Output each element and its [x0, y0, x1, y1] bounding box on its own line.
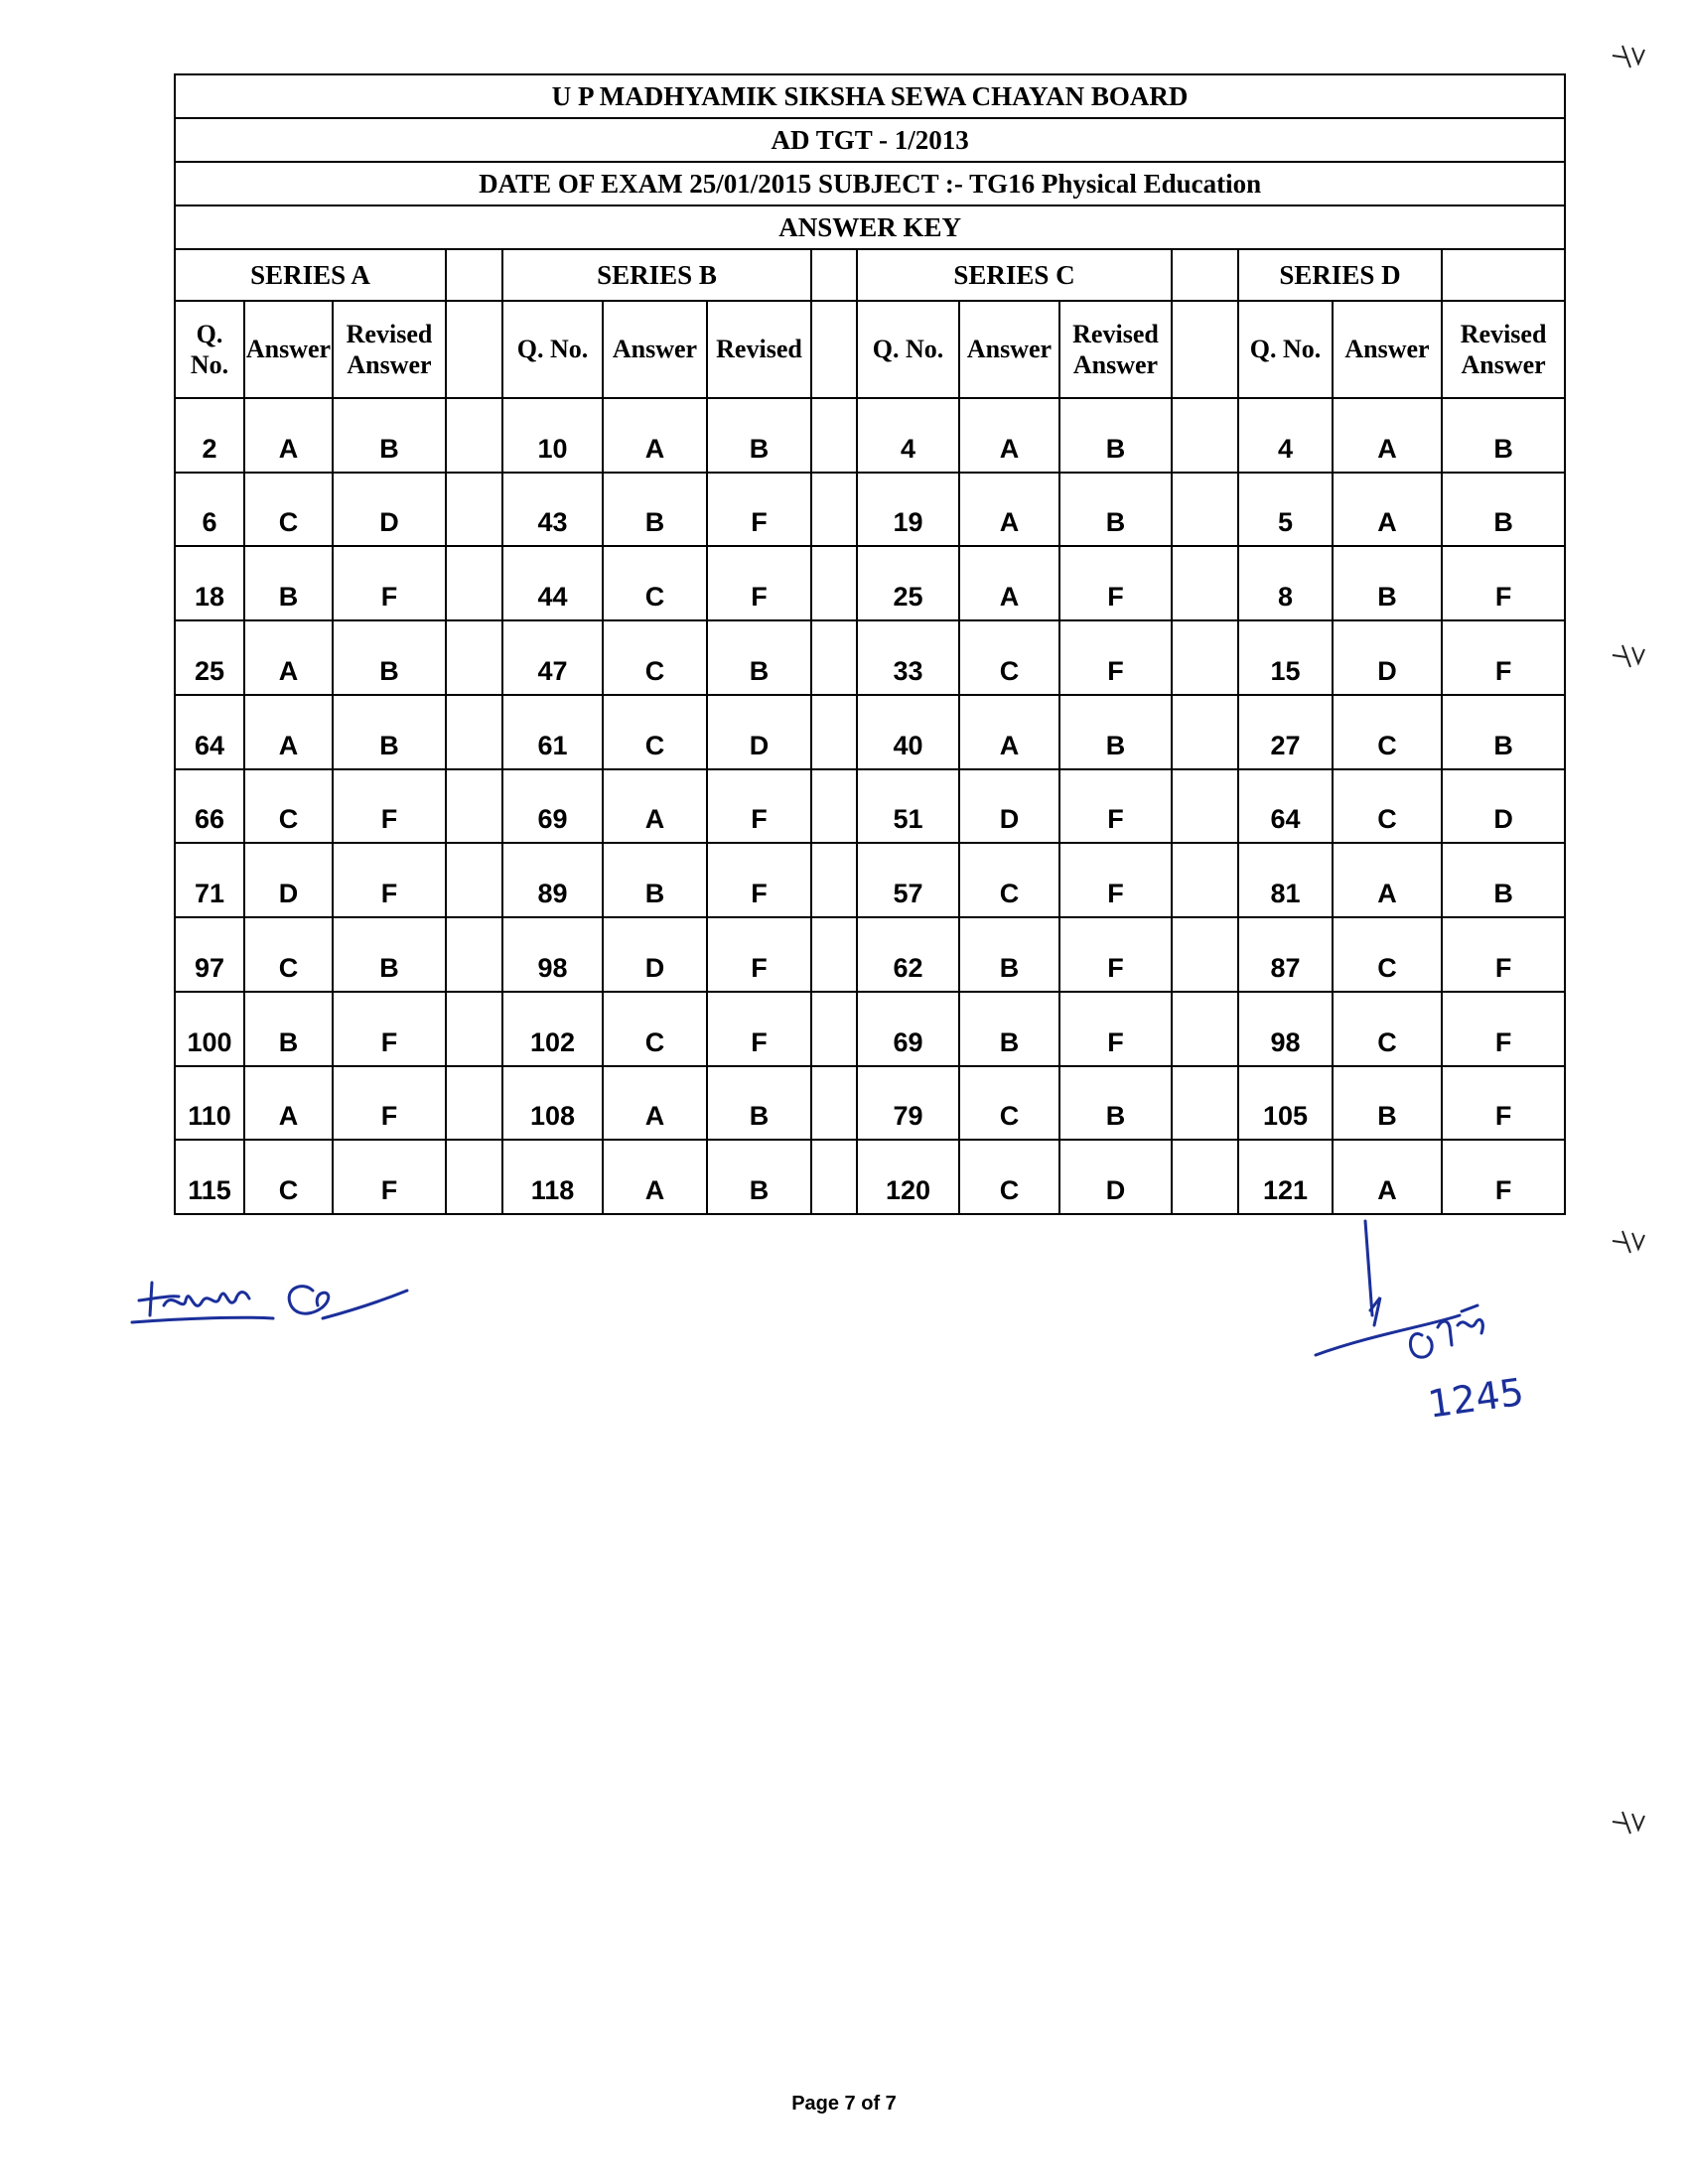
- revised-answer-cell: F: [1059, 620, 1172, 695]
- question-number-cell: 47: [502, 620, 603, 695]
- revised-answer-cell: F: [333, 992, 446, 1066]
- answer-cell: A: [1333, 473, 1442, 547]
- answer-cell: A: [1333, 1140, 1442, 1214]
- table-row: [175, 843, 1565, 917]
- answer-cell: B: [244, 546, 333, 620]
- answer-cell: C: [603, 695, 707, 769]
- answer-cell: B: [244, 992, 333, 1066]
- revised-answer-cell: F: [707, 473, 811, 547]
- revised-answer-cell: B: [1442, 695, 1565, 769]
- question-number-cell: 6: [175, 473, 244, 547]
- question-number-cell: 27: [1238, 695, 1333, 769]
- table-row: [175, 473, 1565, 547]
- separator-cell: [1172, 473, 1238, 547]
- question-number-cell: 118: [502, 1140, 603, 1214]
- revised-answer-cell: B: [1442, 843, 1565, 917]
- revised-answer-cell: B: [707, 1140, 811, 1214]
- answer-cell: A: [1333, 843, 1442, 917]
- separator-cell: [811, 546, 857, 620]
- answer-cell: C: [959, 620, 1059, 695]
- separator-cell: [811, 620, 857, 695]
- separator-cell: [1172, 992, 1238, 1066]
- revised-answer-cell: B: [707, 398, 811, 473]
- separator-cell: [1172, 1066, 1238, 1141]
- revised-answer-cell: F: [1059, 992, 1172, 1066]
- answer-cell: A: [244, 398, 333, 473]
- series-b-heading: SERIES B: [502, 249, 811, 300]
- revised-answer-cell: F: [333, 1140, 446, 1214]
- revised-answer-cell: F: [707, 917, 811, 992]
- exam-info: DATE OF EXAM 25/01/2015 SUBJECT :- TG16 Physical Education: [175, 162, 1565, 205]
- answer-cell: B: [1333, 1066, 1442, 1141]
- separator-cell: [1172, 843, 1238, 917]
- table-row: [175, 398, 1565, 473]
- question-number-cell: 64: [1238, 769, 1333, 844]
- question-number-cell: 69: [502, 769, 603, 844]
- separator-cell: [811, 249, 857, 300]
- header-qno: Q. No.: [502, 301, 603, 398]
- separator-cell: [446, 992, 502, 1066]
- table-row: [175, 769, 1565, 844]
- revised-answer-cell: F: [1442, 917, 1565, 992]
- answer-key-table: [174, 73, 1566, 1215]
- question-number-cell: 15: [1238, 620, 1333, 695]
- answer-cell: A: [959, 398, 1059, 473]
- answer-cell: A: [603, 769, 707, 844]
- revised-answer-cell: D: [707, 695, 811, 769]
- question-number-cell: 62: [857, 917, 959, 992]
- revised-answer-cell: F: [1059, 917, 1172, 992]
- question-number-cell: 51: [857, 769, 959, 844]
- revised-answer-cell: F: [1059, 546, 1172, 620]
- question-number-cell: 98: [1238, 992, 1333, 1066]
- separator-cell: [446, 1066, 502, 1141]
- revised-answer-cell: F: [707, 843, 811, 917]
- answer-cell: D: [603, 917, 707, 992]
- header-qno: Q. No.: [1238, 301, 1333, 398]
- answer-cell: A: [959, 546, 1059, 620]
- signature-right: [1311, 1216, 1539, 1434]
- header-answer: Answer: [603, 301, 707, 398]
- header-revised-answer: Revised Answer: [1442, 301, 1565, 398]
- answer-cell: A: [959, 695, 1059, 769]
- answer-cell: C: [244, 1140, 333, 1214]
- question-number-cell: 57: [857, 843, 959, 917]
- answer-cell: B: [959, 992, 1059, 1066]
- separator-cell: [446, 301, 502, 398]
- revised-answer-cell: D: [1442, 769, 1565, 844]
- answer-cell: D: [244, 843, 333, 917]
- table-row: [175, 695, 1565, 769]
- separator-cell: [811, 1140, 857, 1214]
- separator-cell: [446, 917, 502, 992]
- question-number-cell: 33: [857, 620, 959, 695]
- answer-cell: C: [1333, 992, 1442, 1066]
- doc-type: ANSWER KEY: [175, 205, 1565, 249]
- header-revised-answer: Revised Answer: [333, 301, 446, 398]
- question-number-cell: 97: [175, 917, 244, 992]
- separator-cell: [811, 473, 857, 547]
- table-row: [175, 917, 1565, 992]
- answer-cell: C: [244, 473, 333, 547]
- question-number-cell: 8: [1238, 546, 1333, 620]
- question-number-cell: 4: [1238, 398, 1333, 473]
- revised-answer-cell: B: [333, 695, 446, 769]
- question-number-cell: 69: [857, 992, 959, 1066]
- series-c-heading: SERIES C: [857, 249, 1172, 300]
- question-number-cell: 81: [1238, 843, 1333, 917]
- separator-cell: [811, 769, 857, 844]
- question-number-cell: 10: [502, 398, 603, 473]
- revised-answer-cell: F: [707, 546, 811, 620]
- question-number-cell: 2: [175, 398, 244, 473]
- scan-mark: [1609, 635, 1648, 675]
- series-a-heading: SERIES A: [175, 249, 446, 300]
- revised-answer-cell: B: [1442, 398, 1565, 473]
- revised-answer-cell: D: [1059, 1140, 1172, 1214]
- table-row: [175, 1140, 1565, 1214]
- revised-answer-cell: B: [333, 620, 446, 695]
- revised-answer-cell: F: [1442, 1140, 1565, 1214]
- question-number-cell: 40: [857, 695, 959, 769]
- separator-cell: [811, 843, 857, 917]
- revised-answer-cell: B: [333, 398, 446, 473]
- question-number-cell: 79: [857, 1066, 959, 1141]
- page-number: Page 7 of 7: [791, 2093, 897, 2115]
- separator-cell: [811, 695, 857, 769]
- separator-cell: [1172, 546, 1238, 620]
- separator-cell: [446, 398, 502, 473]
- board-title: U P MADHYAMIK SIKSHA SEWA CHAYAN BOARD: [175, 74, 1565, 118]
- question-number-cell: 66: [175, 769, 244, 844]
- revised-answer-cell: B: [333, 917, 446, 992]
- header-revised: Revised: [707, 301, 811, 398]
- separator-cell: [1442, 249, 1565, 300]
- revised-answer-cell: F: [333, 769, 446, 844]
- revised-answer-cell: F: [333, 1066, 446, 1141]
- revised-answer-cell: F: [333, 843, 446, 917]
- answer-cell: C: [244, 917, 333, 992]
- question-number-cell: 5: [1238, 473, 1333, 547]
- question-number-cell: 71: [175, 843, 244, 917]
- answer-cell: C: [959, 1066, 1059, 1141]
- revised-answer-cell: F: [1442, 1066, 1565, 1141]
- answer-cell: C: [1333, 917, 1442, 992]
- question-number-cell: 89: [502, 843, 603, 917]
- question-number-cell: 115: [175, 1140, 244, 1214]
- answer-cell: B: [603, 473, 707, 547]
- separator-cell: [811, 992, 857, 1066]
- question-number-cell: 4: [857, 398, 959, 473]
- separator-cell: [446, 620, 502, 695]
- header-answer: Answer: [959, 301, 1059, 398]
- exam-code: AD TGT - 1/2013: [175, 118, 1565, 162]
- separator-cell: [446, 546, 502, 620]
- separator-cell: [1172, 620, 1238, 695]
- question-number-cell: 19: [857, 473, 959, 547]
- question-number-cell: 25: [857, 546, 959, 620]
- separator-cell: [1172, 249, 1238, 300]
- answer-cell: C: [603, 992, 707, 1066]
- revised-answer-cell: F: [1442, 992, 1565, 1066]
- separator-cell: [811, 398, 857, 473]
- answer-cell: A: [603, 1140, 707, 1214]
- separator-cell: [1172, 695, 1238, 769]
- revised-answer-cell: B: [707, 620, 811, 695]
- signature-left: [124, 1261, 412, 1350]
- separator-cell: [446, 695, 502, 769]
- scan-mark: [1609, 1802, 1648, 1842]
- answer-cell: C: [959, 843, 1059, 917]
- revised-answer-cell: F: [707, 769, 811, 844]
- separator-cell: [811, 917, 857, 992]
- revised-answer-cell: F: [707, 992, 811, 1066]
- table-row: [175, 992, 1565, 1066]
- revised-answer-cell: F: [1059, 843, 1172, 917]
- header-answer: Answer: [244, 301, 333, 398]
- separator-cell: [1172, 1140, 1238, 1214]
- answer-cell: B: [1333, 546, 1442, 620]
- header-qno: Q. No.: [175, 301, 244, 398]
- separator-cell: [1172, 917, 1238, 992]
- separator-cell: [446, 249, 502, 300]
- revised-answer-cell: B: [1442, 473, 1565, 547]
- separator-cell: [1172, 301, 1238, 398]
- header-revised-answer: Revised Answer: [1059, 301, 1172, 398]
- answer-cell: B: [959, 917, 1059, 992]
- answer-cell: A: [603, 398, 707, 473]
- question-number-cell: 105: [1238, 1066, 1333, 1141]
- separator-cell: [1172, 769, 1238, 844]
- revised-answer-cell: B: [1059, 473, 1172, 547]
- separator-cell: [811, 1066, 857, 1141]
- answer-cell: C: [1333, 769, 1442, 844]
- revised-answer-cell: F: [1442, 546, 1565, 620]
- separator-cell: [446, 1140, 502, 1214]
- answer-cell: D: [959, 769, 1059, 844]
- revised-answer-cell: B: [1059, 1066, 1172, 1141]
- revised-answer-cell: B: [707, 1066, 811, 1141]
- question-number-cell: 61: [502, 695, 603, 769]
- question-number-cell: 43: [502, 473, 603, 547]
- series-d-heading: SERIES D: [1238, 249, 1442, 300]
- table-row: [175, 546, 1565, 620]
- separator-cell: [811, 301, 857, 398]
- revised-answer-cell: D: [333, 473, 446, 547]
- question-number-cell: 121: [1238, 1140, 1333, 1214]
- question-number-cell: 100: [175, 992, 244, 1066]
- question-number-cell: 108: [502, 1066, 603, 1141]
- question-number-cell: 102: [502, 992, 603, 1066]
- question-number-cell: 64: [175, 695, 244, 769]
- answer-cell: D: [1333, 620, 1442, 695]
- revised-answer-cell: B: [1059, 695, 1172, 769]
- answer-cell: A: [244, 695, 333, 769]
- question-number-cell: 25: [175, 620, 244, 695]
- revised-answer-cell: F: [1059, 769, 1172, 844]
- table-row: [175, 620, 1565, 695]
- answer-cell: A: [1333, 398, 1442, 473]
- separator-cell: [446, 843, 502, 917]
- answer-cell: B: [603, 843, 707, 917]
- question-number-cell: 18: [175, 546, 244, 620]
- answer-rows: [175, 398, 1565, 1214]
- answer-cell: A: [603, 1066, 707, 1141]
- question-number-cell: 87: [1238, 917, 1333, 992]
- question-number-cell: 120: [857, 1140, 959, 1214]
- separator-cell: [1172, 398, 1238, 473]
- answer-cell: C: [603, 620, 707, 695]
- question-number-cell: 44: [502, 546, 603, 620]
- scan-mark: [1609, 1221, 1648, 1261]
- answer-cell: C: [603, 546, 707, 620]
- revised-answer-cell: B: [1059, 398, 1172, 473]
- answer-cell: C: [244, 769, 333, 844]
- answer-cell: C: [1333, 695, 1442, 769]
- answer-cell: A: [959, 473, 1059, 547]
- answer-cell: A: [244, 1066, 333, 1141]
- question-number-cell: 110: [175, 1066, 244, 1141]
- table-row: [175, 1066, 1565, 1141]
- header-qno: Q. No.: [857, 301, 959, 398]
- question-number-cell: 98: [502, 917, 603, 992]
- answer-cell: A: [244, 620, 333, 695]
- scan-mark: [1609, 36, 1648, 75]
- answer-cell: C: [959, 1140, 1059, 1214]
- revised-answer-cell: F: [1442, 620, 1565, 695]
- separator-cell: [446, 473, 502, 547]
- signature-right-number: 1245: [1425, 1369, 1527, 1427]
- header-answer: Answer: [1333, 301, 1442, 398]
- revised-answer-cell: F: [333, 546, 446, 620]
- separator-cell: [446, 769, 502, 844]
